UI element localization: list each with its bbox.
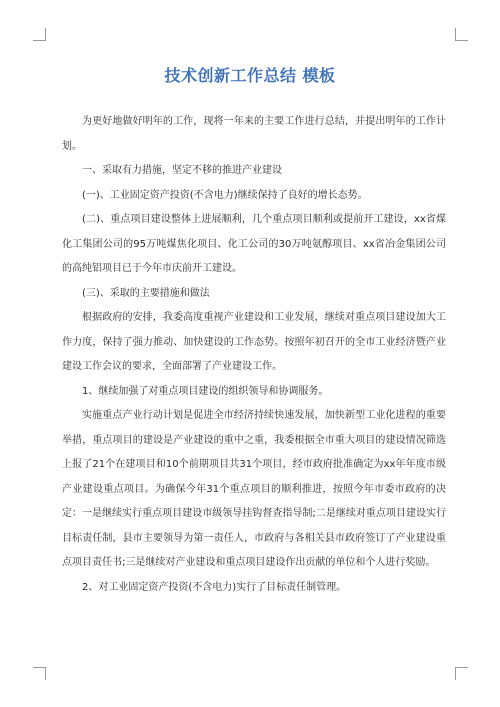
paragraph-action-plan: 实施重点产业行动计划是促进全市经济持续快速发展，加快新型工业化进程的重要举措，重点项目的建设是产业建设的重中之重，我委根据全市重大项目的建设情况筛选上报了21个在建项目和10个前期项目共31个项目，经市政府批准确定为xx年年度市级产业建设重点项目。为确保今年31个重点项目的顺利推进，按照今年市委市政府的决定：一是继续实行重点项目建设市级领导挂钩督查指导制;二是继续对重点项目建设实行目标责任制，县市主要领导为第一责任人，市政府与各相关县市政府签订了产业建设重点项目责任书;三是继续对产业建设和重点项目建设作出贡献的单位和个人进行奖励。 [62, 410, 446, 568]
crop-mark-top-right [455, 28, 468, 41]
document-title: 技术创新工作总结 模板 [164, 66, 336, 85]
paragraph-sub-1: (一)、工业固定资产投资(不含电力)继续保持了良好的增长态势。 [82, 189, 368, 201]
crop-mark-top-left [33, 28, 46, 41]
paragraph-sub-2: (二)、重点项目建设整体上进展顺利，几个重点项目顺利或提前开工建设，xx省煤化工集团公司的95万吨煤焦化项目、化工公司的30万吨氨醇项目、xx省冶金集团公司的高纯铝项目已于今年市庆前开工建设。 [62, 214, 446, 274]
document-body [62, 110, 446, 600]
section-heading-1: 一、采取有力措施，坚定不移的推进产业建设 [82, 165, 282, 176]
crop-mark-bottom-right [455, 667, 468, 680]
paragraph-measures: 根据政府的安排，我委高度重视产业建设和工业发展，继续对重点项目建设加大工作力度，保持了强力推动、加快建设的工作态势。按照年初召开的全市工业经济暨产业建设工作会议的要求，全面部署了产业建设工作。 [62, 312, 446, 372]
paragraph-item-2: 2、对工业固定资产投资(不含电力)实行了目标责任制管理。 [82, 581, 347, 593]
paragraph-sub-3: (三)、采取的主要措施和做法 [82, 287, 210, 299]
crop-mark-bottom-left [33, 667, 46, 680]
paragraph-intro: 为更好地做好明年的工作，现将一年来的主要工作进行总结，并提出明年的工作计划。 [62, 116, 446, 152]
paragraph-item-1: 1、继续加强了对重点项目建设的组织领导和协调服务。 [82, 385, 329, 397]
